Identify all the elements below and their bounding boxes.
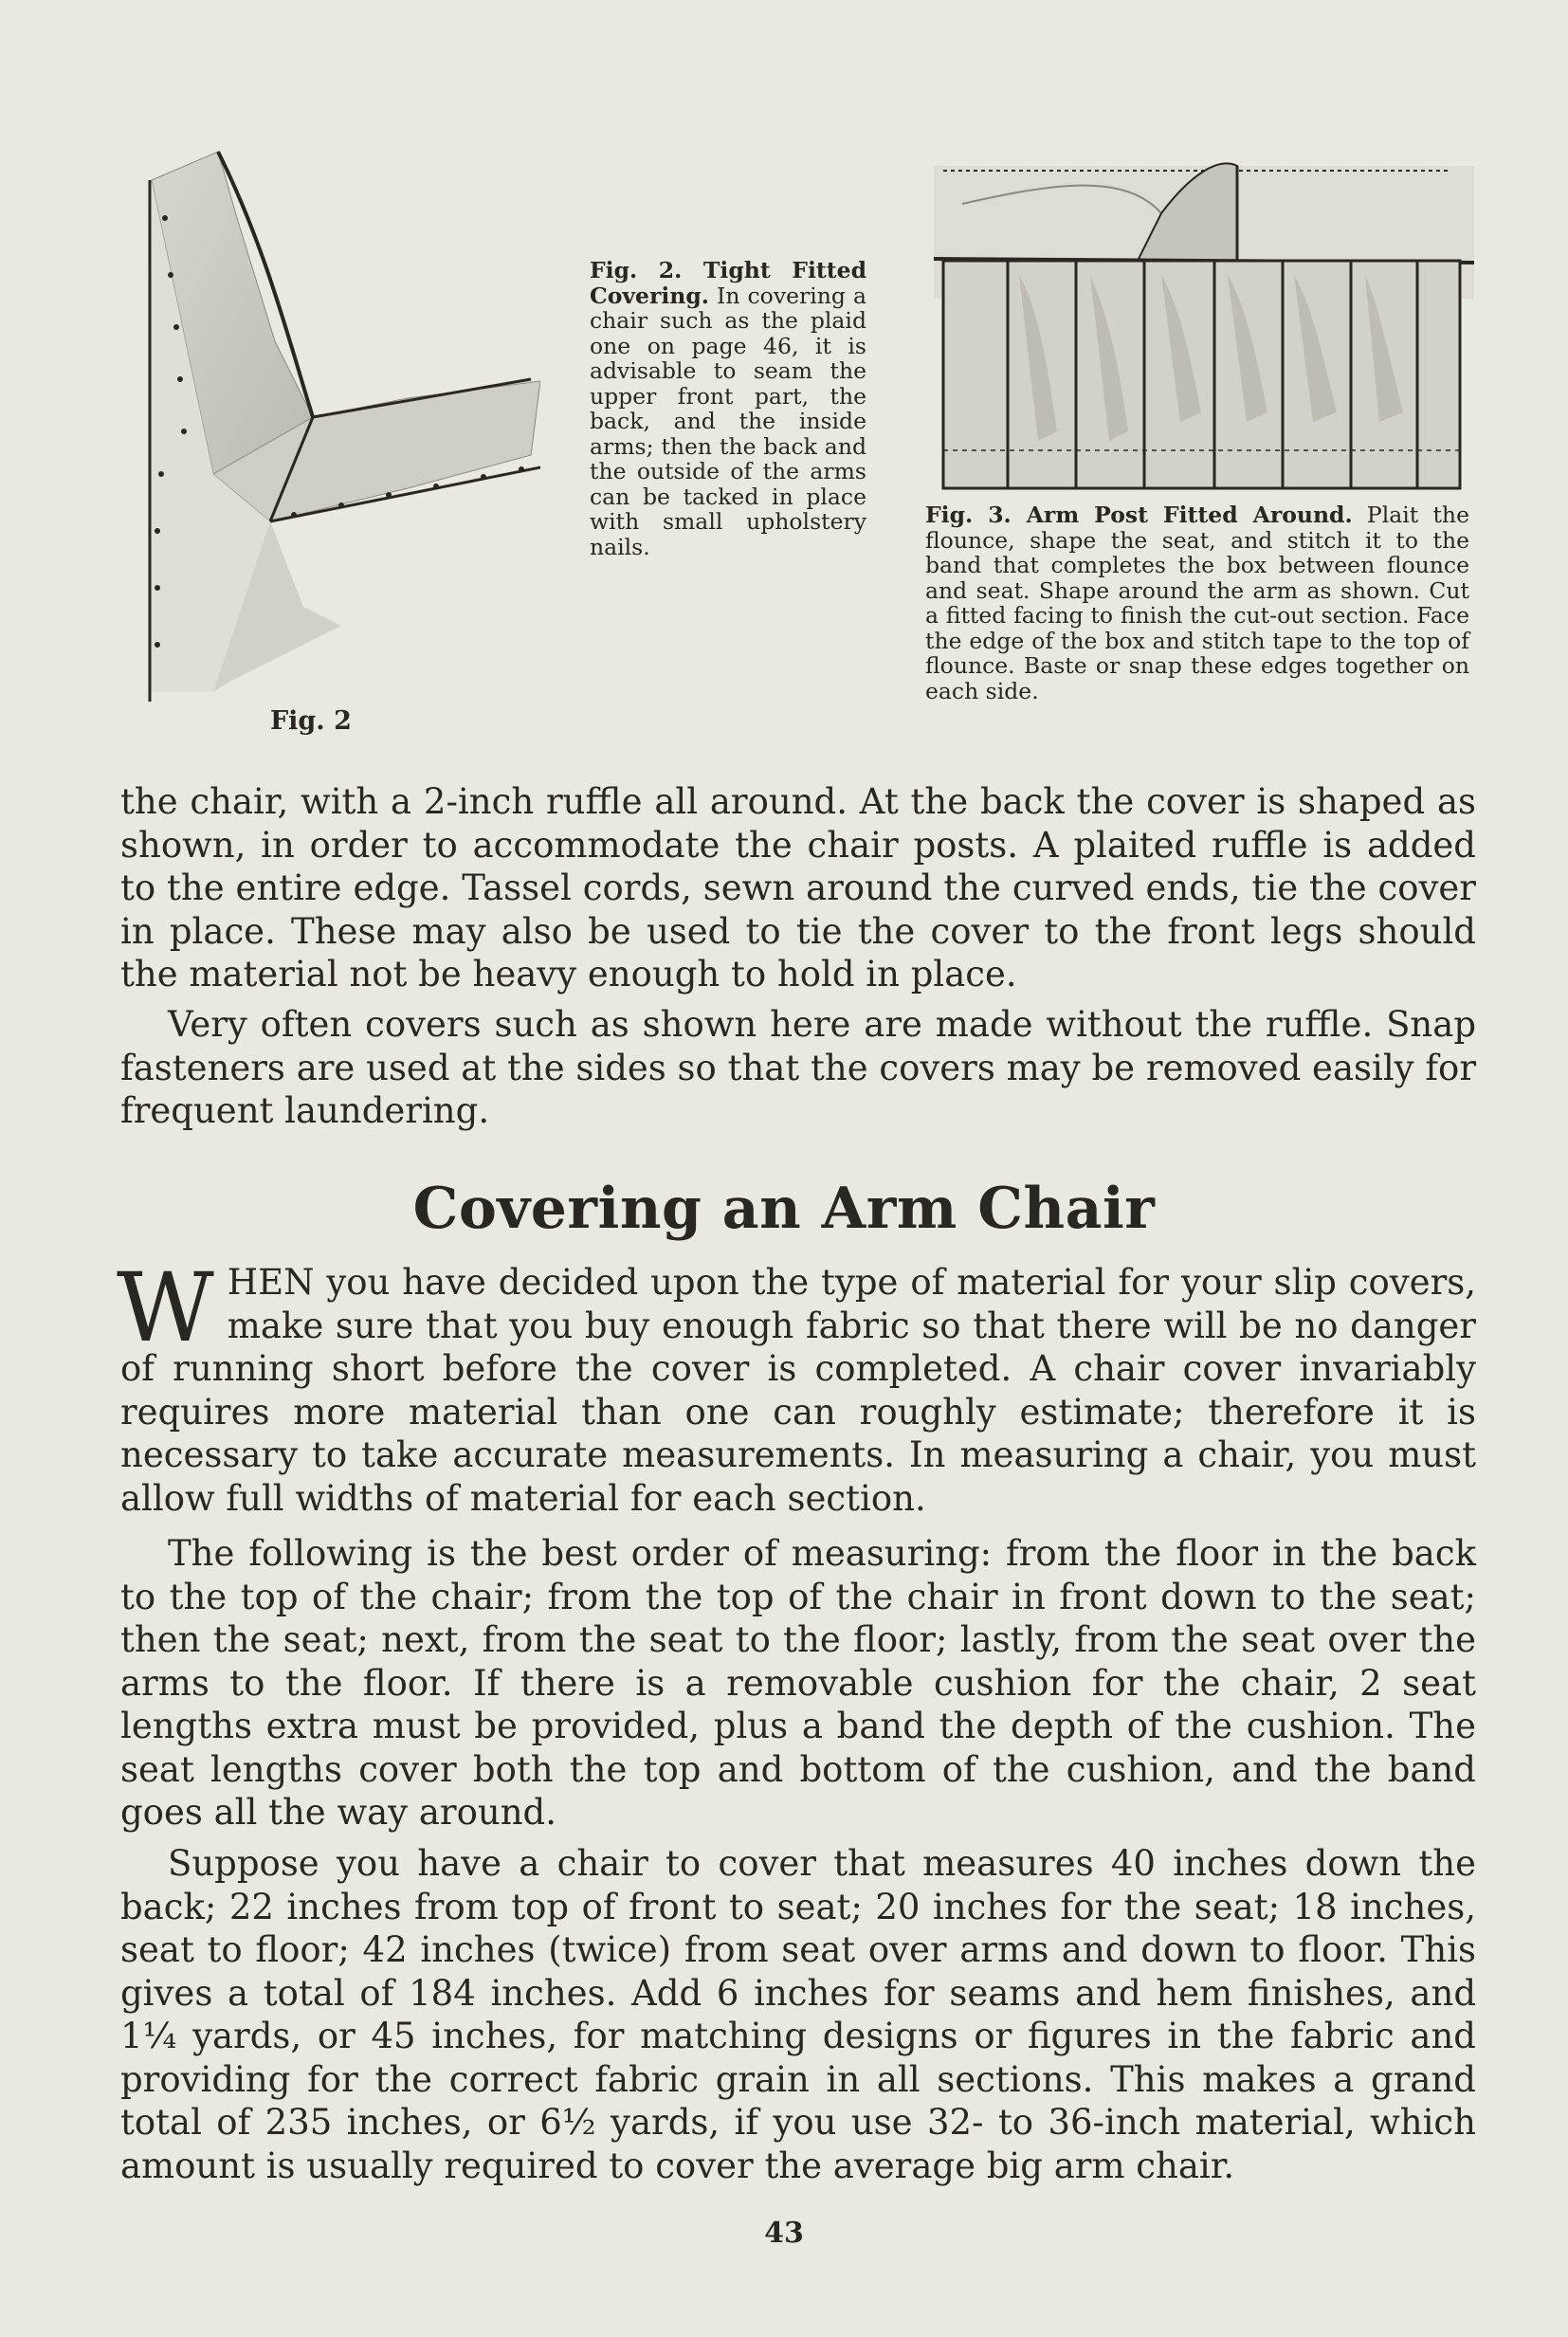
fig2-caption-title: Fig. 2. Tight Fitted Covering. [590, 257, 866, 309]
paragraph-material [117, 1252, 1476, 1520]
fig3-caption-title: Fig. 3. Arm Post Fitted Around. [925, 502, 1353, 528]
drop-cap: W [117, 1252, 214, 1363]
fig3-caption-text: Plait the flounce, shape the seat, and stitch it to the band that completes the box between flounce and seat. Shape around the arm as shown. Cut a fitted facing to finish the cut-out section. Face the edge of the box and stitch tape to the top of flounce. Baste or snap these edges together on each side. [925, 502, 1469, 704]
section-heading: Covering an Arm Chair [412, 1176, 1156, 1242]
fig3-flounce-illustration [934, 119, 1474, 498]
paragraph-ruffle: the chair, with a 2-inch ruffle all around. At the back the cover is shaped as shown, in order to accommodate the chair posts. A plaited ruffle is added to the entire edge. Tassel cords, sewn around the curved ends, tie the cover in place. These may also be used to tie the cover to the front legs should the material not be heavy enough to hold in place. [120, 781, 1476, 995]
fig2-caption [590, 258, 866, 559]
fig2-chair-illustration [123, 114, 540, 702]
page-number: 43 [764, 2217, 804, 2250]
paragraph-measuring-order: The following is the best order of measuring: from the floor in the back to the top of the chair; from the top of the chair in front down to the seat; then the seat; next, from the seat to the floor; lastly, from the seat over the arms to the floor. If there is a removable cushion for the chair, 2 seat lengths extra must be provided, plus a band the depth of the cushion. The seat lengths cover both the top and bottom of the cushion, and the band goes all the way around. [120, 1533, 1476, 1833]
fig3-caption [925, 502, 1469, 703]
fig2-caption-text: In covering a chair such as the plaid one on page 46, it is advisable to seam the upper front part, the back, and the inside arms; then the back and the outside of the arms can be tacked in place with small upholstery nails. [590, 282, 866, 560]
fig2-label: Fig. 2 [270, 706, 352, 736]
paragraph-example-calculation: Suppose you have a chair to cover that measures 40 inches down the back; 22 inches from top of front to seat; 20 inches for the seat; 18 inches, seat to floor; 42 inches (twice) from seat over arms and down to floor. This gives a total of 184 inches. Add 6 inches for seams and hem finishes, and 1¼ yards, or 45 inches, for matching designs or figures in the fabric and providing for the correct fabric grain in all sections. This makes a grand total of 235 inches, or 6½ yards, if you use 32- to 36-inch material, which amount is usually required to cover the average big arm chair. [120, 1843, 1476, 2186]
paragraph-snap-fasteners: Very often covers such as shown here are made without the ruffle. Snap fasteners are used at the sides so that the covers may be removed easily for frequent laundering. [120, 1004, 1476, 1131]
paragraph-material-text: HEN you have decided upon the type of material for your slip covers, make sure that you buy enough fabric so that there will be no danger of running short before the cover is completed. A chair cover invariably requires more material than one can roughly estimate; therefore it is necessary to take accurate measurements. In measuring a chair, you must allow full widths of material for each section. [120, 1262, 1476, 1519]
